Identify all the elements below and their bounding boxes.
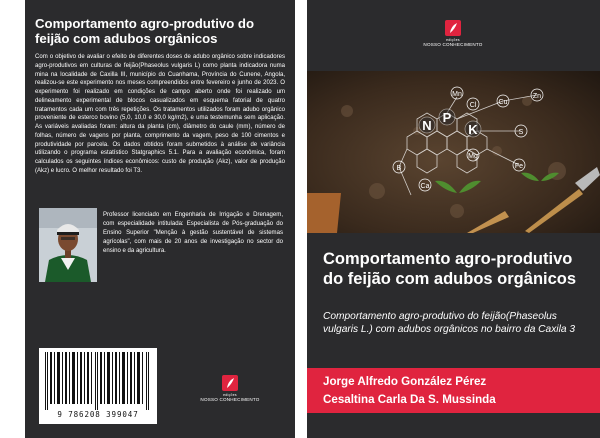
author-name-2: Cesaltina Carla Da S. Mussinda bbox=[323, 393, 496, 406]
isbn-number: 9 786208 399047 bbox=[57, 410, 139, 419]
book-title: Comportamento agro-produtivo do feijão com adubos orgânicos bbox=[323, 250, 577, 288]
barcode bbox=[39, 348, 157, 424]
author-name-1: Jorge Alfredo González Pérez bbox=[323, 375, 487, 388]
element-zn: Zn bbox=[532, 93, 542, 100]
publisher-name-line2: NOSSO CONHECIMENTO bbox=[200, 397, 260, 402]
element-cu: Cu bbox=[498, 99, 508, 106]
front-cover bbox=[307, 0, 600, 438]
author-band bbox=[307, 368, 600, 413]
quill-icon bbox=[445, 20, 461, 36]
element-s: S bbox=[518, 129, 524, 136]
publisher-name-line1: edições bbox=[223, 393, 237, 397]
book-spine bbox=[295, 0, 307, 438]
barcode-bars bbox=[43, 352, 153, 410]
publisher-name-line2: NOSSO CONHECIMENTO bbox=[423, 42, 483, 47]
element-fe: Fe bbox=[514, 163, 524, 170]
back-cover bbox=[25, 0, 295, 438]
quill-icon bbox=[222, 375, 238, 391]
book-subtitle: Comportamento agro-produtivo do feijão(Phaseolus vulgaris L.) com adubos orgânicos no bairro da Caxila 3 bbox=[323, 311, 575, 335]
element-cl: Cl bbox=[469, 102, 477, 109]
author-photo bbox=[39, 208, 97, 282]
element-n: N bbox=[422, 118, 432, 133]
element-p: P bbox=[442, 110, 452, 125]
back-cover-title: Comportamento agro-produtivo do feijão com adubos orgânicos bbox=[35, 16, 255, 46]
element-k: K bbox=[468, 122, 478, 137]
cover-photo-soil-npk bbox=[307, 71, 600, 233]
element-mg: Mg bbox=[468, 153, 478, 160]
author-bio: Professor licenciado em Engenharia de Irrigação e Drenagem, com especialidade intitulada: Especialista de Pós-graduação do Ensino Superior "Menção à gestão sustentável de sistemas agrícolas", com mais de 20 anos de investigação no sector do ensino e da agricultura. bbox=[103, 212, 283, 254]
element-b: B bbox=[396, 165, 402, 172]
back-cover-summary: Com o objetivo de avaliar o efeito de diferentes doses de adubo orgânico sobre indicadores agro-produtivos em culturas de feijão(Phaseolus vulgaris L) como planta indicadora numa mina na localidade de Caxilla III, município do Cuanhama, Província do Cunene, Angola, realizou-se este experimento nos meses compreendidos entre fevereiro e junho de 2023. O experimento foi realizado em condições de campo aberto onde foi realizado um delineamento experimental de blocos casualizados em esquema fatorial de quatro tratamentos cada um com três repetições. Os tratamentos utilizados foram adubo orgânico proveniente de esterco bovino (5,0, 10,0 e 30,0 kg/m2), e uma testemunha sem aplicação. As variáveis avaliadas foram: altura da planta (cm), diâmetro do caule (mm), número de folhas, número de vagens por planta, comprimento da vagem, peso de 100 cimentos e produtividade por parcela. Os dados obtidos foram submetidos à análise de variância utilizando o programa estatístico Statgraphics 5.1. Para a avaliação econômica, foram calculados os seguintes índices econômicos: custo de produção (Akz), valor de produção (Akz) e lucro. O melhor resultado foi T3. bbox=[35, 54, 285, 174]
front-publisher-logo bbox=[423, 20, 483, 47]
element-mn: Mn bbox=[452, 91, 462, 98]
element-ca: Ca bbox=[420, 183, 430, 190]
back-publisher-logo bbox=[200, 375, 260, 402]
author-portrait-image bbox=[39, 208, 97, 282]
soil-nutrients-illustration bbox=[307, 71, 600, 233]
publisher-name-line1: edições bbox=[446, 38, 460, 42]
